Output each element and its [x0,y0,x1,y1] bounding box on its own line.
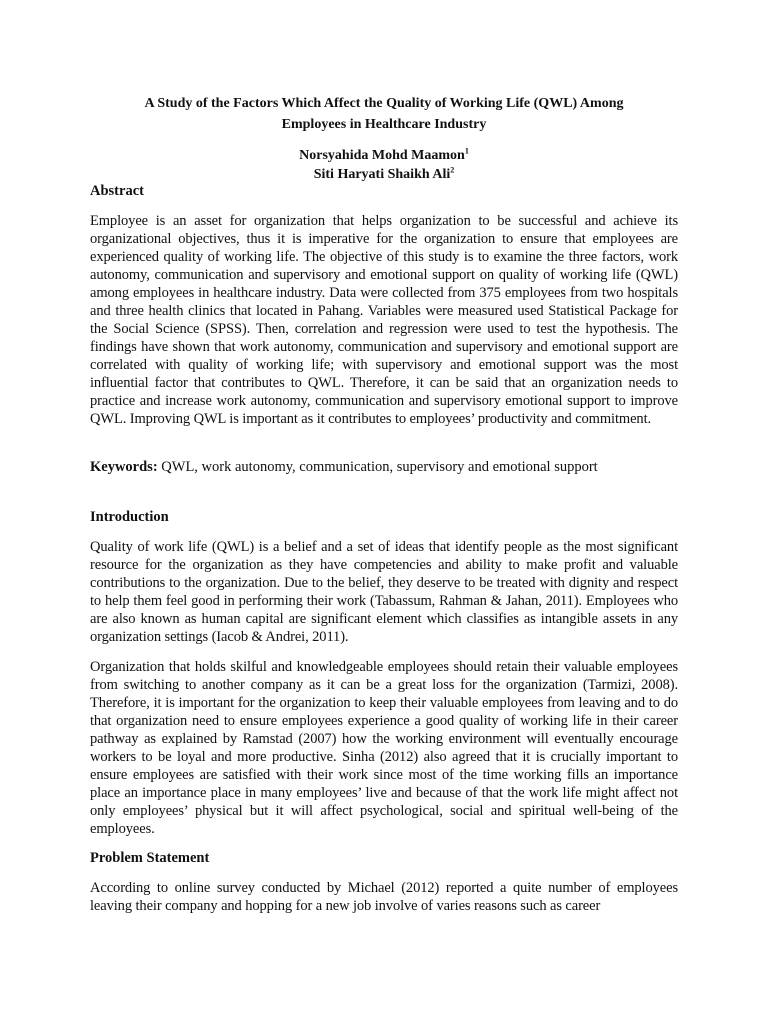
introduction-paragraph-1: Quality of work life (QWL) is a belief and a set of ideas that identify people as the most significant resource for the organization as they have competencies and ability to make profit and valuable contributions to the organization. Due to the belief, they deserve to be treated with dignity and respect to help them feel good in performing their work (Tabassum, Rahman & Jahan, 2011). Employees who are also known as human capital are significant element which classifies as intangible assets in any organization settings (Iacob & Andrei, 2011). [90,539,678,645]
abstract-heading: Abstract [90,183,144,199]
author-1 [90,146,678,165]
keywords-text: QWL, work autonomy, communication, supervisory and emotional support [157,459,598,475]
author-2-affiliation: 2 [450,165,455,175]
title-line-1: A Study of the Factors Which Affect the Quality of Working Life (QWL) Among [144,96,624,111]
author-list [90,146,678,184]
introduction-heading: Introduction [90,509,169,525]
introduction-paragraph-2: Organization that holds skilful and knowledgeable employees should retain their valuable employees from switching to another company as it can be a great loss for the organization (Tarmizi, 2008). Therefore, it is important for the organization to keep their valuable employees from leaving and to do that organization need to ensure employees experience a good quality of working life in their career pathway as explained by Ramstad (2007) how the working environment will eventually encourage workers to be loyal and more productive. Sinha (2012) also agreed that it is crucially important to ensure employees are satisfied with their work since most of the time working fills an importance place an importance place in many employees’ live and because of that the work life might affect not only employees’ physical but it will affect psychological, social and spiritual well-being of the employees. [90,659,678,837]
keywords [90,458,678,476]
author-1-affiliation: 1 [464,146,469,156]
paper-title [90,93,678,135]
author-1-name: Norsyahida Mohd Maamon [299,148,465,163]
problem-statement-paragraph-1: According to online survey conducted by Michael (2012) reported a quite number of employees leaving their company and hopping for a new job involve of varies reasons such as career [90,880,678,914]
abstract-text: Employee is an asset for organization that helps organization to be successful and achieve its organizational objectives, thus it is imperative for the organization to ensure that employees are experienced quality of working life. The objective of this study is to examine the three factors, work autonomy, communication and supervisory and emotional support on quality of working life (QWL) among employees in healthcare industry. Data were collected from 375 employees from two hospitals and three health clinics that located in Pahang. Variables were measured used Statistical Package for the Social Science (SPSS). Then, correlation and regression were used to test the hypothesis. The findings have shown that work autonomy, communication and supervisory and emotional support are correlated with quality of working life; with supervisory and emotional support was the most influential factor that contributes to QWL. Therefore, it can be said that an organization needs to practice and increase work autonomy, communication and supervisory emotional support to improve QWL. Improving QWL is important as it contributes to employees’ productivity and commitment. [90,213,678,427]
author-2-name: Siti Haryati Shaikh Ali [313,167,451,182]
keywords-label: Keywords: [90,459,158,475]
author-2 [90,165,678,184]
title-line-2: Employees in Healthcare Industry [281,117,487,132]
problem-statement-heading: Problem Statement [90,850,210,866]
